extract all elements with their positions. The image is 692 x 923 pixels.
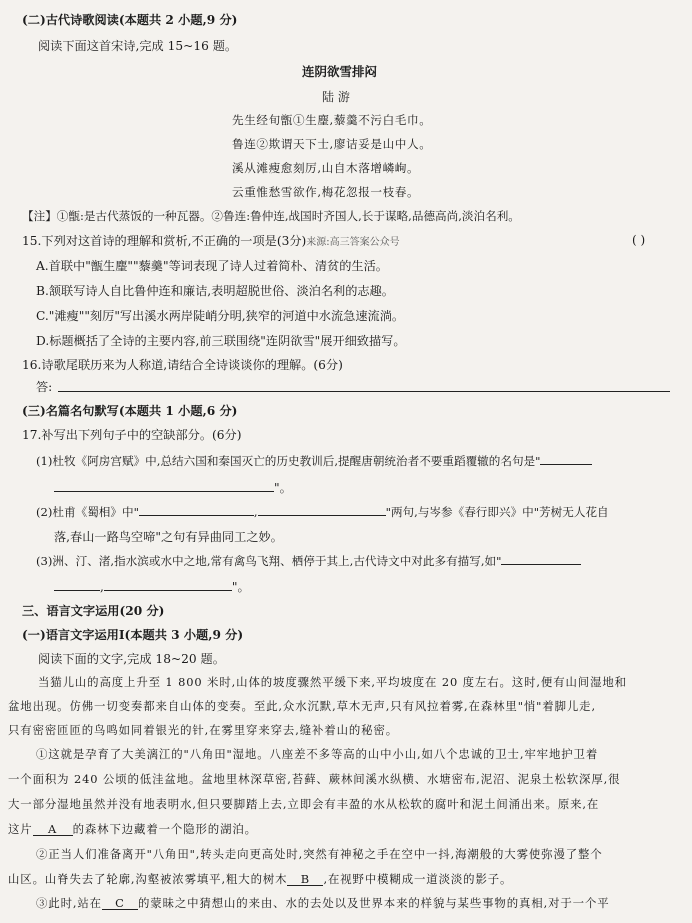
q17-item2-blank-1[interactable] (139, 514, 254, 516)
poem-line-2: 鲁连②欺谓天下士,廖诘妥是山中人。 (232, 137, 432, 151)
poetry-instruction: 阅读下面这首宋诗,完成 15~16 题。 (38, 39, 238, 53)
passage-p3-line-2 (8, 874, 512, 886)
passage-p2-line-2: 一个面积为 240 公顷的低洼盆地。盆地里林深草密,苔藓、蕨林间溪水纵横、水塘密布,泥沼、泥泉土松软深厚,很 (8, 772, 621, 786)
q17-item2-text-a: (2)杜甫《蜀相》中" (36, 505, 139, 519)
passage-p1-line-1: 当猫儿山的高度上升至 1 800 米时,山体的坡度骤然平缓下来,平均坡度在 20 度左右。这时,便有山间湿地和 (38, 675, 627, 689)
q15-answer-bracket[interactable]: ( ) (632, 233, 646, 247)
passage-p1-line-2: 盆地出现。仿佛一切变奏都来自山体的变奏。至此,众水沉默,草木无声,只有风拉着雾,在森林里"悄"着脚儿走, (8, 699, 596, 713)
q17-item3-blank-2[interactable] (54, 589, 100, 591)
passage-p2-line-3: 大一部分湿地虽然并没有地表明水,但只要脚踏上去,立即会有丰盈的水从松软的腐叶和泥土间涌出来。原来,在 (8, 797, 600, 811)
q17-item3-blank-3[interactable] (104, 589, 232, 591)
passage-p2-line-4 (8, 824, 257, 836)
passage-p4-line-1 (36, 898, 610, 910)
passage-p4-a: ③此时,站在 (36, 896, 102, 910)
q17-item3-cont: , "。 (54, 581, 250, 593)
passage-p3-b1: 山区。山脊失去了轮廓,沟壑被浓雾填平,粗大的树木 (8, 872, 288, 886)
q17-item2-text-b: "两句,与岑参《春行即兴》中"芳树无人花自 (385, 505, 609, 519)
q15-stem-text: 15.下列对这首诗的理解和赏析,不正确的一项是(3分) (22, 234, 307, 248)
section-famous-heading: (三)名篇名句默写(本题共 1 小题,6 分) (22, 404, 238, 418)
q16-stem: 16.诗歌尾联历来为人称道,请结合全诗谈谈你的理解。(6分) (22, 358, 343, 372)
q17-item2-blank-2[interactable] (258, 514, 386, 516)
q15-option-c: C."滩瘦""刻厉"写出溪水两岸陡峭分明,狭窄的河道中水流急速流淌。 (36, 309, 405, 323)
q16-answer-label: 答: (36, 380, 53, 394)
q17-item1-close: "。 (274, 481, 292, 495)
poem-title: 连阴欲雪排闷 (302, 64, 378, 79)
passage-p2-end-a: 这片 (8, 822, 33, 836)
passage-p3-line-1: ②正当人们准备离开"八角田",转头走向更高处时,突然有神秘之手在空中一抖,海潮般的大雾使弥漫了整个 (36, 847, 603, 861)
passage-p1-line-3: 只有密密匝匝的鸟鸣如同着银光的针,在雾里穿来穿去,缝补着山的秘密。 (8, 723, 399, 737)
q17-item1 (36, 456, 592, 468)
q17-item3-close: "。 (231, 580, 250, 594)
passage-p2-line-1: ①这就是孕育了大美漓江的"八角田"湿地。八座差不多等高的山中小山,如八个忠诚的卫士,牢牢地护卫着 (36, 747, 599, 761)
poem-line-1: 先生经旬甑①生麈,藜羹不污白毛巾。 (232, 113, 432, 127)
q17-stem: 17.补写出下列句子中的空缺部分。(6分) (22, 428, 242, 442)
section-language-subheading: (一)语言文字运用Ⅰ(本题共 3 小题,9 分) (22, 628, 244, 642)
section-poetry-heading: (二)古代诗歌阅读(本题共 2 小题,9 分) (22, 13, 238, 27)
q17-item1-blank-1[interactable] (540, 463, 592, 465)
section-language-heading: 三、语言文字运用(20 分) (22, 604, 165, 618)
q15-option-b: B.颔联写诗人自比鲁仲连和廉诘,表明超脱世俗、淡泊名利的志趣。 (36, 284, 394, 298)
q16-answer-line[interactable] (58, 391, 670, 392)
blank-b[interactable]: B (287, 874, 323, 886)
q17-item2-cont: 落,春山一路鸟空啼"之句有异曲同工之妙。 (54, 530, 283, 544)
language-instruction: 阅读下面的文字,完成 18~20 题。 (38, 652, 225, 666)
q17-item3-blank-1[interactable] (501, 563, 581, 565)
q15-option-a: A.首联中"甑生麈""藜羹"等词表现了诗人过着简朴、清贫的生活。 (36, 259, 388, 273)
poem-line-4: 云重惟愁雪欲作,梅花忽报一枝春。 (232, 185, 420, 199)
blank-c[interactable]: C (102, 898, 138, 910)
q15-stem (22, 235, 400, 248)
q17-item1-blank-2[interactable] (54, 490, 274, 492)
q17-item3-text: (3)洲、汀、渚,指水滨或水中之地,常有禽鸟飞翔、栖停于其上,古代诗文中对此多有描写,如" (36, 554, 502, 568)
passage-p3-b2: ,在视野中模糊成一道淡淡的影子。 (323, 872, 513, 886)
q17-item3 (36, 556, 581, 568)
poem-author: 陆 游 (322, 90, 350, 104)
passage-p4-b: 的蒙昧之中猜想山的来由、水的去处以及世界本来的样貌与某些事物的真相,对于一个平 (137, 896, 610, 910)
poem-line-3: 溪从滩瘦愈刻厉,山自木落增嶙峋。 (232, 161, 420, 175)
blank-a[interactable]: A (33, 824, 73, 836)
q15-option-d: D.标题概括了全诗的主要内容,前三联围绕"连阴欲雪"展开细致描写。 (36, 334, 406, 348)
poem-note: 【注】①甑:是古代蒸饭的一种瓦器。②鲁连:鲁仲连,战国时齐国人,长于谋略,品德高尚,淡泊名利。 (22, 209, 520, 223)
q15-source: 来源:高三答案公众号 (306, 237, 400, 248)
passage-p2-end-b: 的森林下边藏着一个隐形的湖泊。 (72, 822, 257, 836)
q17-item1-cont (54, 482, 292, 494)
q17-item1-text: (1)杜牧《阿房宫赋》中,总结六国和秦国灭亡的历史教训后,提醒唐朝统治者不要重蹈覆辙的名句是" (36, 454, 541, 468)
q17-item2: (2)杜甫《蜀相》中" , "两句,与岑参《春行即兴》中"芳树无人花自 (36, 505, 609, 519)
